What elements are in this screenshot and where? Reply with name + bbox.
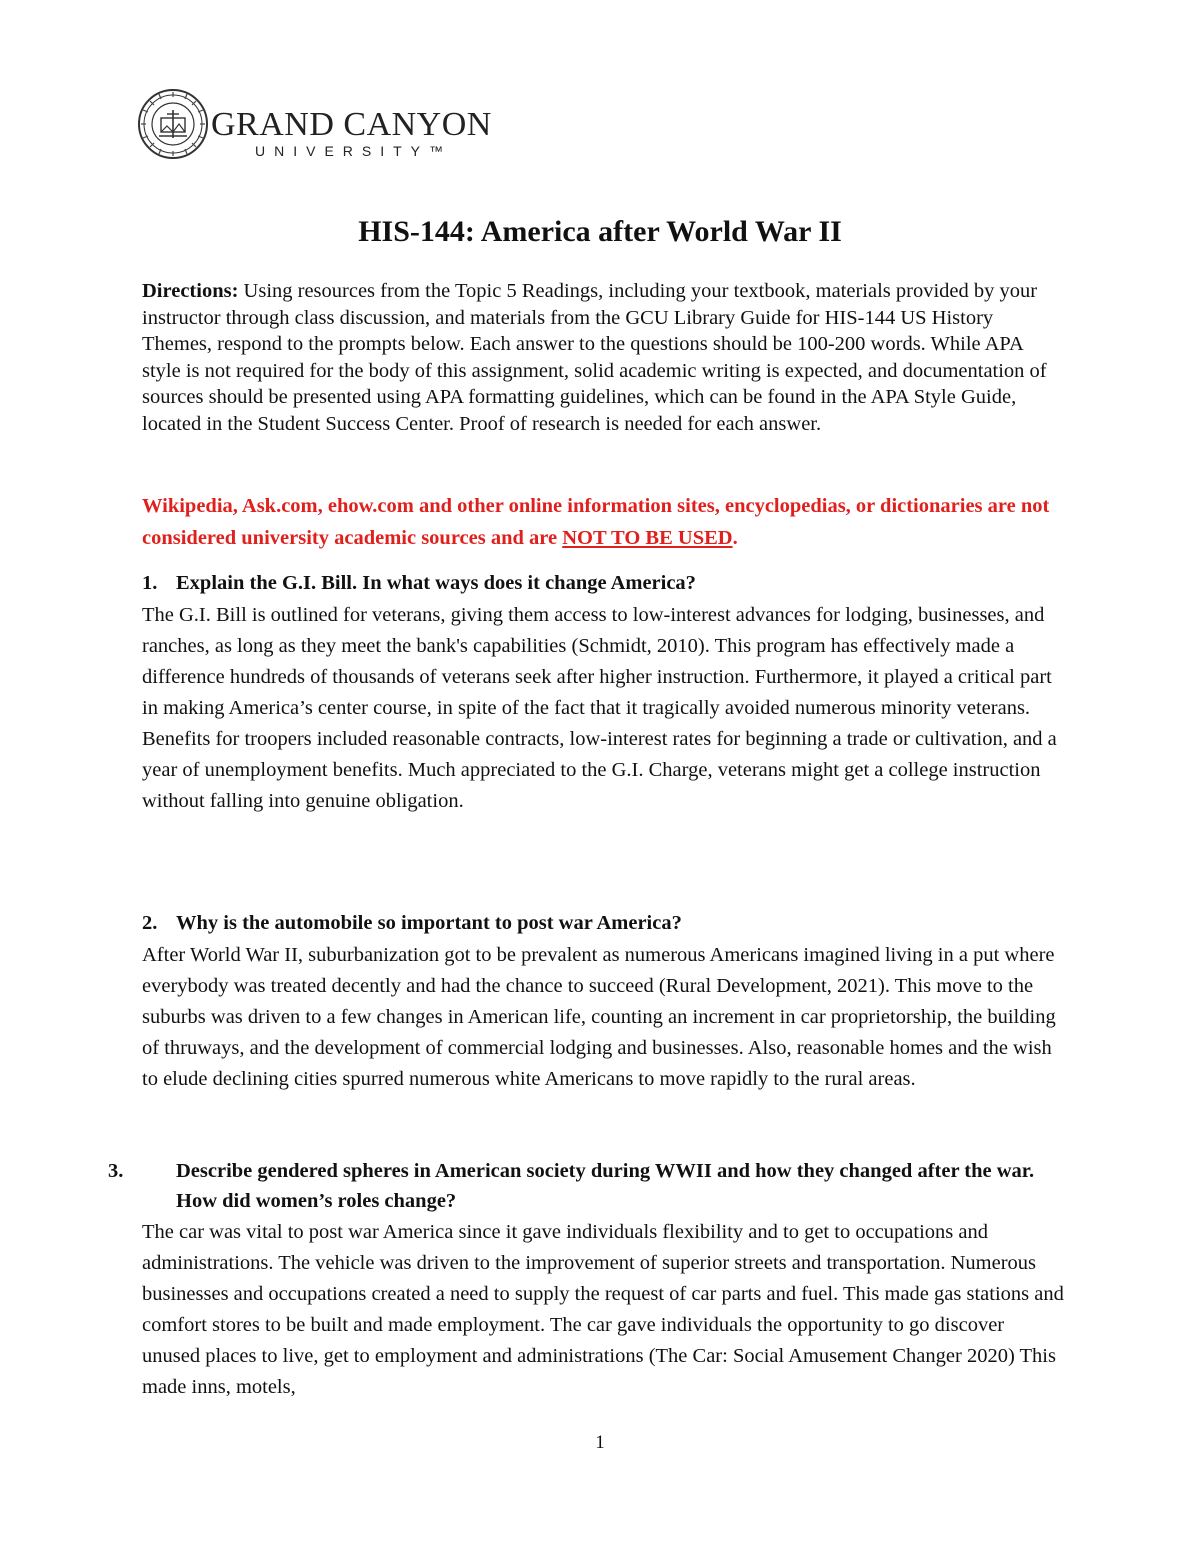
answer-1: The G.I. Bill is outlined for veterans, giving them access to low-interest advances for lodging, businesses, and ranches, as long as they meet the bank's capabilities (Schmidt, 2010). This program has effectively made a difference hundreds of thousands of veterans seek after higher instruction. Furthermore, it played a critical part in making America’s center course, in spite of the fact that it tragically avoided numerous minority veterans. Benefits for troopers included reasonable contracts, low-interest rates for beginning a trade or cultivation, and a year of unemployment benefits. Much appreciated to the G.I. Charge, veterans might get a college instruction without falling into genuine obligation. bbox=[142, 604, 1057, 812]
logo-subtitle: UNIVERSITY™ bbox=[255, 143, 453, 159]
question-number: 2. bbox=[142, 912, 158, 934]
university-logo bbox=[137, 88, 492, 168]
directions-label: Directions: bbox=[142, 280, 239, 302]
directions-text: Using resources from the Topic 5 Readings, including your textbook, materials provided by your instructor through class discussion, and materials from the GCU Library Guide for HIS-144 US History Themes, respond to the prompts below. Each answer to the questions should be 100-200 words. While APA style is not required for the body of this assignment, solid academic writing is expected, and documentation of sources should be presented using APA formatting guidelines, which can be found in the APA Style Guide, located in the Student Success Center. Proof of research is needed for each answer. bbox=[142, 280, 1047, 435]
question-1 bbox=[142, 568, 1062, 598]
page-title: HIS-144: America after World War II bbox=[358, 215, 842, 248]
question-number: 3. bbox=[108, 1160, 124, 1182]
answer-3: The car was vital to post war America since it gave individuals flexibility and to get to occupations and administrations. The vehicle was driven to the improvement of superior streets and transportation. Numerous businesses and occupations created a need to supply the request of car parts and fuel. This made gas stations and comfort stores to be built and made employment. The car gave individuals the opportunity to go discover unused places to live, get to employment and administrations (The Car: Social Amusement Changer 2020) This made inns, motels, bbox=[142, 1221, 1064, 1398]
logo-name: GRAND CANYON bbox=[211, 106, 492, 143]
warning-end: . bbox=[732, 527, 738, 549]
directions-paragraph bbox=[142, 278, 1062, 437]
question-wrap bbox=[108, 1156, 1042, 1216]
question-text: Describe gendered spheres in American society during WWII and how they changed after the war. How did women’s roles change? bbox=[176, 1160, 1035, 1212]
question-3 bbox=[108, 1156, 1042, 1216]
answer-2: After World War II, suburbanization got to be prevalent as numerous Americans imagined living in a put where everybody was treated decently and had the chance to succeed (Rural Development, 2021). This move to the suburbs was driven to a few changes in American life, counting an increment in car proprietorship, the building of thruways, and the development of commercial lodging and businesses. Also, reasonable homes and the wish to elude declining cities spurred numerous white Americans to move rapidly to the rural areas. bbox=[142, 944, 1056, 1090]
warning-emphasis: NOT TO BE USED bbox=[562, 527, 733, 549]
question-text: Why is the automobile so important to post war America? bbox=[176, 912, 682, 934]
page-number: 1 bbox=[595, 1432, 605, 1453]
sources-warning bbox=[142, 490, 1082, 554]
question-2 bbox=[142, 908, 1062, 938]
university-seal-icon bbox=[137, 88, 209, 160]
warning-text: Wikipedia, Ask.com, ehow.com and other online information sites, encyclopedias, or dictionaries are not considered university academic sources and are bbox=[142, 495, 1050, 549]
question-number: 1. bbox=[142, 572, 158, 594]
question-text: Explain the G.I. Bill. In what ways does it change America? bbox=[176, 572, 696, 594]
